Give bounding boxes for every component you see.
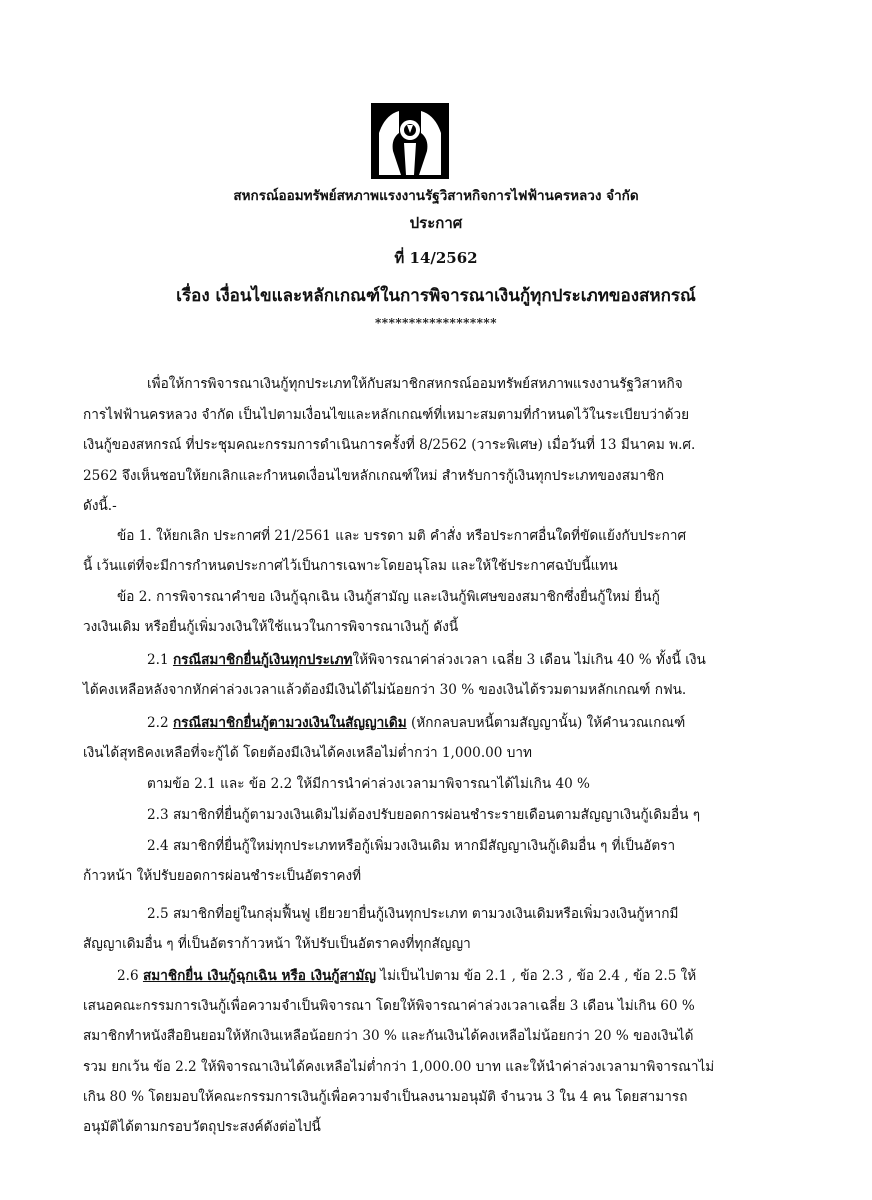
clause-2-2-line: ตามข้อ 2.1 และ ข้อ 2.2 ให้มีการนำค่าล่วงเวลามาพิจารณาได้ไม่เกิน 40 % <box>147 776 590 792</box>
clause-number: 2.6 <box>117 968 143 984</box>
clause-number: 2.1 <box>147 652 173 668</box>
clause-2-2 <box>147 714 685 732</box>
announcement-number: ที่ 14/2562 <box>394 249 478 267</box>
intro-line: ดังนี้.- <box>83 498 117 514</box>
clause-text: ไม่เป็นไปตาม ข้อ 2.1 , ข้อ 2.3 , ข้อ 2.4 , ข้อ 2.5 ให้ <box>375 968 697 984</box>
clause-2-2-line: เงินได้สุทธิคงเหลือที่จะกู้ได้ โดยต้องมีเงินได้คงเหลือไม่ต่ำกว่า 1,000.00 บาท <box>83 745 532 761</box>
intro-line: เพื่อให้การพิจารณาเงินกู้ทุกประเภทให้กับสมาชิกสหกรณ์ออมทรัพย์สหภาพแรงงานรัฐวิสาหกิจ <box>147 376 683 392</box>
clause-2-4-line: ก้าวหน้า ให้ปรับยอดการผ่อนชำระเป็นอัตราคงที่ <box>83 868 362 884</box>
separator-stars: ****************** <box>375 316 497 330</box>
clause-text: ให้พิจารณาค่าล่วงเวลา เฉลี่ย 3 เดือน ไม่เกิน 40 % ทั้งนี้ เงิน <box>352 652 706 668</box>
clause-2-6-line: เสนอคณะกรรมการเงินกู้เพื่อความจำเป็นพิจารณา โดยให้พิจารณาค่าล่วงเวลาเฉลี่ย 3 เดือน ไม่เกิน 60 % <box>83 998 695 1014</box>
intro-line: เงินกู้ของสหกรณ์ ที่ประชุมคณะกรรมการดำเนินการครั้งที่ 8/2562 (วาระพิเศษ) เมื่อวันที่ 13 มีนาคม พ.ศ. <box>83 437 696 453</box>
clause-2-line: วงเงินเดิม หรือยื่นกู้เพิ่มวงเงินให้ใช้แนวในการพิจารณาเงินกู้ ดังนี้ <box>83 619 459 635</box>
clause-number: 2.2 <box>147 715 173 731</box>
clause-2-6 <box>117 967 696 985</box>
cooperative-emblem-icon <box>371 103 449 179</box>
announcement-subject: เรื่อง เงื่อนไขและหลักเกณฑ์ในการพิจารณาเงินกู้ทุกประเภทของสหกรณ์ <box>176 286 696 306</box>
clause-heading: สมาชิกยื่น เงินกู้ฉุกเฉิน หรือ เงินกู้สามัญ <box>142 968 376 984</box>
clause-heading: กรณีสมาชิกยื่นกู้ตามวงเงินในสัญญาเดิม <box>172 715 407 731</box>
clause-2-6-line: เกิน 80 % โดยมอบให้คณะกรรมการเงินกู้เพื่อความจำเป็นลงนามอนุมัติ จำนวน 3 ใน 4 คน โดยสามารถ <box>83 1089 688 1105</box>
clause-2-line: ข้อ 2. การพิจารณาคำขอ เงินกู้ฉุกเฉิน เงินกู้สามัญ และเงินกู้พิเศษของสมาชิกซึ่งยื่นกู้ใหม่ ยื่นกู้ <box>117 589 660 605</box>
clause-2-6-line: รวม ยกเว้น ข้อ 2.2 ให้พิจารณาเงินได้คงเหลือไม่ต่ำกว่า 1,000.00 บาท และให้นำค่าล่วงเวลามาพิจารณาไม่ <box>83 1059 715 1075</box>
announcement-title: ประกาศ <box>409 214 463 232</box>
clause-heading: กรณีสมาชิกยื่นกู้เงินทุกประเภท <box>172 652 353 668</box>
intro-line: 2562 จึงเห็นชอบให้ยกเลิกและกำหนดเงื่อนไขหลักเกณฑ์ใหม่ สำหรับการกู้เงินทุกประเภทของสมาชิก <box>83 468 665 484</box>
organization-name: สหกรณ์ออมทรัพย์สหภาพแรงงานรัฐวิสาหกิจการไฟฟ้านครหลวง จำกัด <box>233 188 639 204</box>
clause-2-3: 2.3 สมาชิกที่ยื่นกู้ตามวงเงินเดิมไม่ต้องปรับยอดการผ่อนชำระรายเดือนตามสัญญาเงินกู้เดิมอื่น ๆ <box>147 807 701 823</box>
clause-2-5-line: 2.5 สมาชิกที่อยู่ในกลุ่มฟื้นฟู เยียวยายื่นกู้เงินทุกประเภท ตามวงเงินเดิมหรือเพิ่มวงเงินกู้หากมี <box>147 906 679 922</box>
clause-1-line: นี้ เว้นแต่ที่จะมีการกำหนดประกาศไว้เป็นการเฉพาะโดยอนุโลม และให้ใช้ประกาศฉบับนี้แทน <box>83 558 618 574</box>
clause-text: (หักกลบลบหนี้ตามสัญญานั้น) ให้คำนวณเกณฑ์ <box>406 715 686 731</box>
intro-line: การไฟฟ้านครหลวง จำกัด เป็นไปตามเงื่อนไขและหลักเกณฑ์ที่เหมาะสมตามที่กำหนดไว้ในระเบียบว่าด้วย <box>83 407 690 423</box>
clause-2-6-line: อนุมัติได้ตามกรอบวัตถุประสงค์ดังต่อไปนี้ <box>83 1119 321 1135</box>
clause-1-line: ข้อ 1. ให้ยกเลิก ประกาศที่ 21/2561 และ บรรดา มติ คำสั่ง หรือประกาศอื่นใดที่ขัดแย้งกับประกาศ <box>117 528 687 544</box>
clause-2-4-line: 2.4 สมาชิกที่ยื่นกู้ใหม่ทุกประเภทหรือกู้เพิ่มวงเงินเดิม หากมีสัญญาเงินกู้เดิมอื่น ๆ ที่เป็นอัตรา <box>147 838 676 854</box>
clause-2-1 <box>147 651 706 669</box>
clause-2-1-line: ได้คงเหลือหลังจากหักค่าล่วงเวลาแล้วต้องมีเงินได้ไม่น้อยกว่า 30 % ของเงินได้รวมตามหลักเกณฑ์ กฟน. <box>83 682 687 698</box>
clause-2-6-line: สมาชิกทำหนังสือยินยอมให้หักเงินเหลือน้อยกว่า 30 % และกันเงินได้คงเหลือไม่น้อยกว่า 20 % ของเงินได้ <box>83 1028 694 1044</box>
clause-2-5-line: สัญญาเดิมอื่น ๆ ที่เป็นอัตราก้าวหน้า ให้ปรับเป็นอัตราคงที่ทุกสัญญา <box>83 936 471 952</box>
